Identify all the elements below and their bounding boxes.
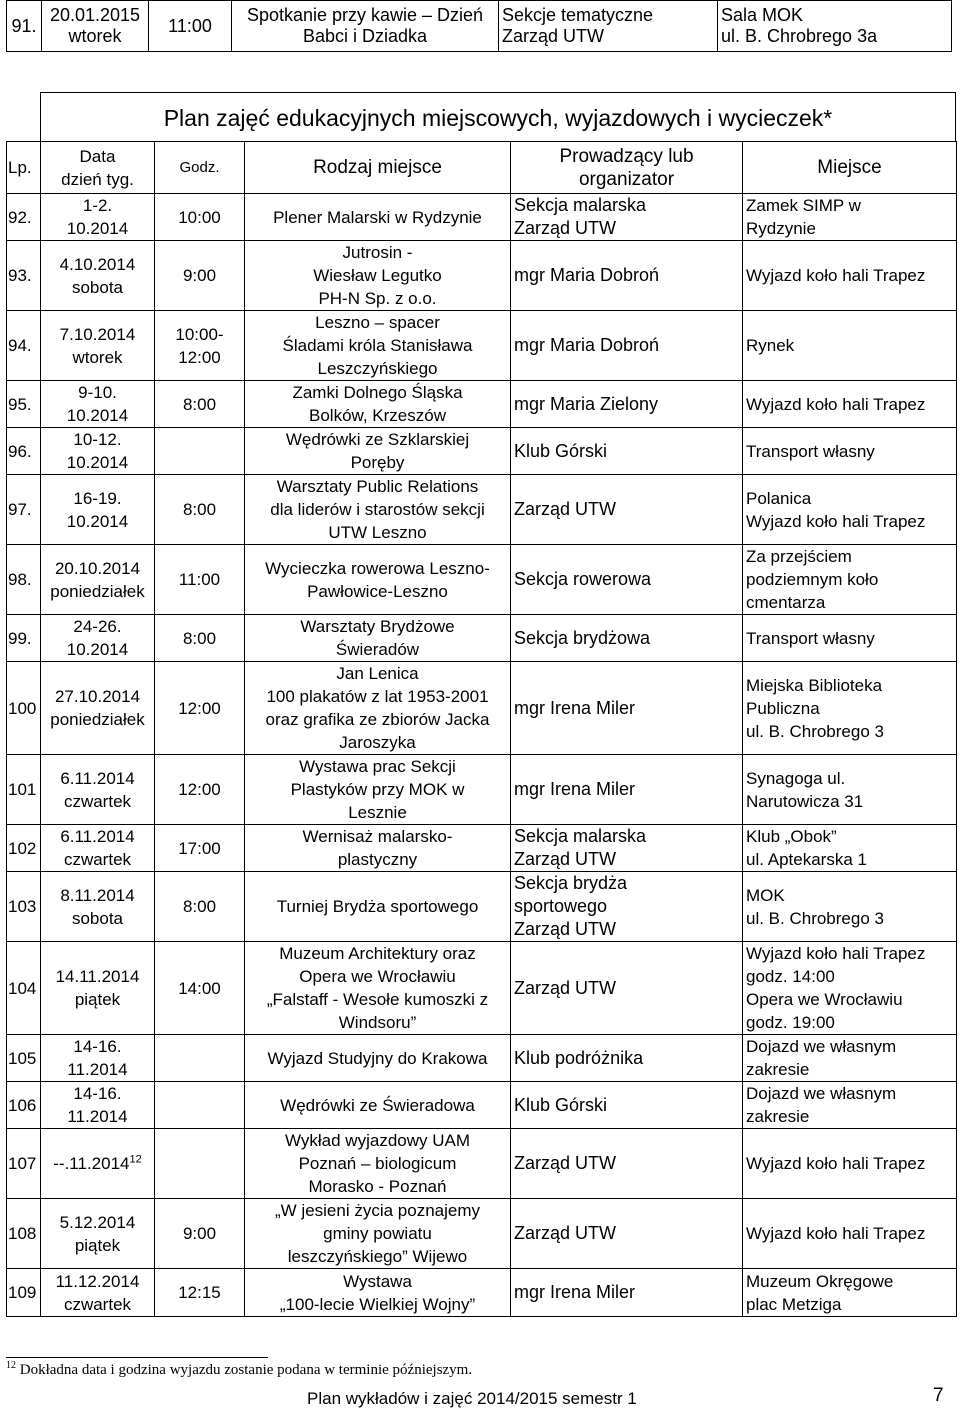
row-event: Zamki Dolnego Śląska Bolków, Krzeszów: [245, 381, 511, 428]
row-organizer: mgr Maria Dobroń: [511, 241, 743, 311]
row-organizer: mgr Maria Dobroń: [511, 311, 743, 381]
row-date: 4.10.2014 sobota: [41, 241, 155, 311]
row-place: Transport własny: [743, 615, 957, 662]
row-date: 11.12.2014 czwartek: [41, 1269, 155, 1317]
section-title: Plan zajęć edukacyjnych miejscowych, wyjazdowych i wycieczek*: [163, 105, 833, 131]
row-event: Jan Lenica 100 plakatów z lat 1953-2001 oraz grafika ze zbiorów Jacka Jaroszyka: [245, 662, 511, 755]
row-date: 16-19. 10.2014: [41, 475, 155, 545]
row-date: 9-10. 10.2014: [41, 381, 155, 428]
row-time: 10:00- 12:00: [155, 311, 245, 381]
row-place: Synagoga ul. Narutowicza 31: [743, 755, 957, 825]
row-time: 9:00: [155, 241, 245, 311]
row-organizer: Zarząd UTW: [511, 475, 743, 545]
row-place: Wyjazd koło hali Trapez: [743, 381, 957, 428]
row-date: --.11.2014$^{12}$: [41, 1129, 155, 1199]
row-place: Zamek SIMP w Rydzynie: [743, 194, 957, 241]
row-lp: 97.: [7, 475, 41, 545]
schedule-table: [6, 141, 957, 1317]
row-organizer: Sekcja brydża sportowego Zarząd UTW: [511, 872, 743, 942]
row-lp: 107: [7, 1129, 41, 1199]
header-event: Rodzaj miejsce: [245, 142, 511, 194]
row-lp: 98.: [7, 545, 41, 615]
row-organizer: Klub Górski: [511, 1082, 743, 1129]
footnote-text: Dokładna data i godzina wyjazdu zostanie podana w terminie późniejszym.: [19, 1362, 473, 1378]
row-organizer: mgr Irena Miler: [511, 1269, 743, 1317]
row-date: 14-16. 11.2014: [41, 1082, 155, 1129]
row-lp: 94.: [7, 311, 41, 381]
row-organizer: Zarząd UTW: [511, 942, 743, 1035]
table-row: [7, 381, 957, 428]
page-number: 7: [933, 1385, 944, 1406]
row-date: 1-2. 10.2014: [41, 194, 155, 241]
table-row: [7, 311, 957, 381]
row-lp: 108: [7, 1199, 41, 1269]
table-row: [7, 428, 957, 475]
table-row: [7, 942, 957, 1035]
row-event: Leszno – spacer Śladami króla Stanisława Leszczyńskiego: [245, 311, 511, 381]
row-time: 9:00: [155, 1199, 245, 1269]
page-footer: Plan wykładów i zajęć 2014/2015 semestr 1: [307, 1389, 637, 1408]
row-date: 14.11.2014 piątek: [41, 942, 155, 1035]
row-organizer: mgr Irena Miler: [511, 662, 743, 755]
row-date: 10-12. 10.2014: [41, 428, 155, 475]
row-date: 27.10.2014 poniedziałek: [41, 662, 155, 755]
row-lp: 104: [7, 942, 41, 1035]
row-organizer: Klub podróżnika: [511, 1035, 743, 1082]
row-date: 5.12.2014 piątek: [41, 1199, 155, 1269]
table-row: [7, 825, 957, 872]
row-place: Muzeum Okręgowe plac Metziga: [743, 1269, 957, 1317]
footnote-mark: 12: [6, 1360, 16, 1371]
footnote: [6, 1362, 472, 1379]
table-row: [7, 1082, 957, 1129]
row-organizer: Zarząd UTW: [511, 1199, 743, 1269]
header-place: Miejsce: [743, 142, 957, 194]
row-organizer: Sekcja rowerowa: [511, 545, 743, 615]
row-organizer: mgr Irena Miler: [511, 755, 743, 825]
table-row: [7, 194, 957, 241]
row-lp: 93.: [7, 241, 41, 311]
row-time: 14:00: [155, 942, 245, 1035]
row-time: [155, 1082, 245, 1129]
table-row: [7, 241, 957, 311]
row-time: 8:00: [155, 475, 245, 545]
row-organizer: Sekcja malarska Zarząd UTW: [511, 194, 743, 241]
row-lp: 100: [7, 662, 41, 755]
row-lp: 102: [7, 825, 41, 872]
row-event: Wystawa „100-lecie Wielkiej Wojny”: [245, 1269, 511, 1317]
footnote-ref: 12: [129, 1153, 142, 1166]
row-event: Wyjazd Studyjny do Krakowa: [245, 1035, 511, 1082]
table-row: [7, 1129, 957, 1199]
row-event: Wycieczka rowerowa Leszno- Pawłowice-Leszno: [245, 545, 511, 615]
row-place: Wyjazd koło hali Trapez: [743, 241, 957, 311]
row-place: Za przejściem podziemnym koło cmentarza: [743, 545, 957, 615]
row-event: Muzeum Architektury oraz Opera we Wrocławiu „Falstaff - Wesołe kumoszki z Windsoru”: [245, 942, 511, 1035]
row-lp: 95.: [7, 381, 41, 428]
table-row: [7, 872, 957, 942]
row-place: Polanica Wyjazd koło hali Trapez: [743, 475, 957, 545]
table-row: [7, 1269, 957, 1317]
row-place: MOK ul. B. Chrobrego 3: [743, 872, 957, 942]
row-event: Warsztaty Brydżowe Świeradów: [245, 615, 511, 662]
row-event: Wędrówki ze Szklarskiej Poręby: [245, 428, 511, 475]
row-time: 11:00: [149, 1, 232, 52]
row-time: 8:00: [155, 872, 245, 942]
table-row: [7, 1035, 957, 1082]
row-time: 8:00: [155, 615, 245, 662]
row-lp: 105: [7, 1035, 41, 1082]
row-date: 6.11.2014 czwartek: [41, 825, 155, 872]
table-row: [7, 545, 957, 615]
row-time: 8:00: [155, 381, 245, 428]
row-organizer: Klub Górski: [511, 428, 743, 475]
row-event: „W jesieni życia poznajemy gminy powiatu leszczyńskiego” Wijewo: [245, 1199, 511, 1269]
row-organizer: mgr Maria Zielony: [511, 381, 743, 428]
row-lp: 101: [7, 755, 41, 825]
row-event: Wernisaż malarsko- plastyczny: [245, 825, 511, 872]
row-event: Warsztaty Public Relations dla liderów i starostów sekcji UTW Leszno: [245, 475, 511, 545]
previous-section-row: [6, 0, 952, 52]
row-place: Wyjazd koło hali Trapez godz. 14:00 Opera we Wrocławiu godz. 19:00: [743, 942, 957, 1035]
row-lp: 92.: [7, 194, 41, 241]
row-date: 20.01.2015 wtorek: [42, 1, 149, 52]
table-row: [7, 615, 957, 662]
header-date: Data dzień tyg.: [41, 142, 155, 194]
row-date: 8.11.2014 sobota: [41, 872, 155, 942]
row-place: Rynek: [743, 311, 957, 381]
row-place: Dojazd we własnym zakresie: [743, 1082, 957, 1129]
row-organizer: Sekcje tematyczne Zarząd UTW: [499, 1, 718, 52]
row-time: 10:00: [155, 194, 245, 241]
row-organizer: Sekcja brydżowa: [511, 615, 743, 662]
row-place: Wyjazd koło hali Trapez: [743, 1199, 957, 1269]
row-place: Wyjazd koło hali Trapez: [743, 1129, 957, 1199]
header-time: Godz.: [155, 142, 245, 194]
row-organizer: Sekcja malarska Zarząd UTW: [511, 825, 743, 872]
row-event: Wystawa prac Sekcji Plastyków przy MOK w Lesznie: [245, 755, 511, 825]
table-row: [7, 662, 957, 755]
row-date: 14-16. 11.2014: [41, 1035, 155, 1082]
row-place: Dojazd we własnym zakresie: [743, 1035, 957, 1082]
row-place: Sala MOK ul. B. Chrobrego 3a: [718, 1, 952, 52]
row-event: Wykład wyjazdowy UAM Poznań – biologicum Morasko - Poznań: [245, 1129, 511, 1199]
row-time: [155, 428, 245, 475]
row-event: Wędrówki ze Świeradowa: [245, 1082, 511, 1129]
row-time: 17:00: [155, 825, 245, 872]
row-place: Transport własny: [743, 428, 957, 475]
table-row: [7, 475, 957, 545]
row-event: Plener Malarski w Rydzynie: [245, 194, 511, 241]
row-lp: 106: [7, 1082, 41, 1129]
header-organizer: Prowadzący lub organizator: [511, 142, 743, 194]
row-date: 24-26. 10.2014: [41, 615, 155, 662]
row-lp: 109: [7, 1269, 41, 1317]
row-event: Jutrosin - Wiesław Legutko PH-N Sp. z o.o.: [245, 241, 511, 311]
section-title-box: [40, 92, 956, 141]
row-date: 7.10.2014 wtorek: [41, 311, 155, 381]
row-lp: 96.: [7, 428, 41, 475]
header-lp: Lp.: [7, 142, 41, 194]
row-time: 12:15: [155, 1269, 245, 1317]
row-lp: 103: [7, 872, 41, 942]
row-date: 20.10.2014 poniedziałek: [41, 545, 155, 615]
row-time: 12:00: [155, 755, 245, 825]
row-event: Turniej Brydża sportowego: [245, 872, 511, 942]
row-organizer: Zarząd UTW: [511, 1129, 743, 1199]
row-event: Spotkanie przy kawie – Dzień Babci i Dziadka: [232, 1, 499, 52]
row-place: Klub „Obok” ul. Aptekarska 1: [743, 825, 957, 872]
row-time: 11:00: [155, 545, 245, 615]
row-time: 12:00: [155, 662, 245, 755]
row-time: [155, 1129, 245, 1199]
footnote-separator: [6, 1357, 268, 1358]
row-lp: 99.: [7, 615, 41, 662]
row-place: Miejska Biblioteka Publiczna ul. B. Chrobrego 3: [743, 662, 957, 755]
header-row: [7, 142, 957, 194]
row-lp: 91.: [7, 1, 42, 52]
table-row: [7, 755, 957, 825]
row-time: [155, 1035, 245, 1082]
table-row: [7, 1199, 957, 1269]
row-date: 6.11.2014 czwartek: [41, 755, 155, 825]
